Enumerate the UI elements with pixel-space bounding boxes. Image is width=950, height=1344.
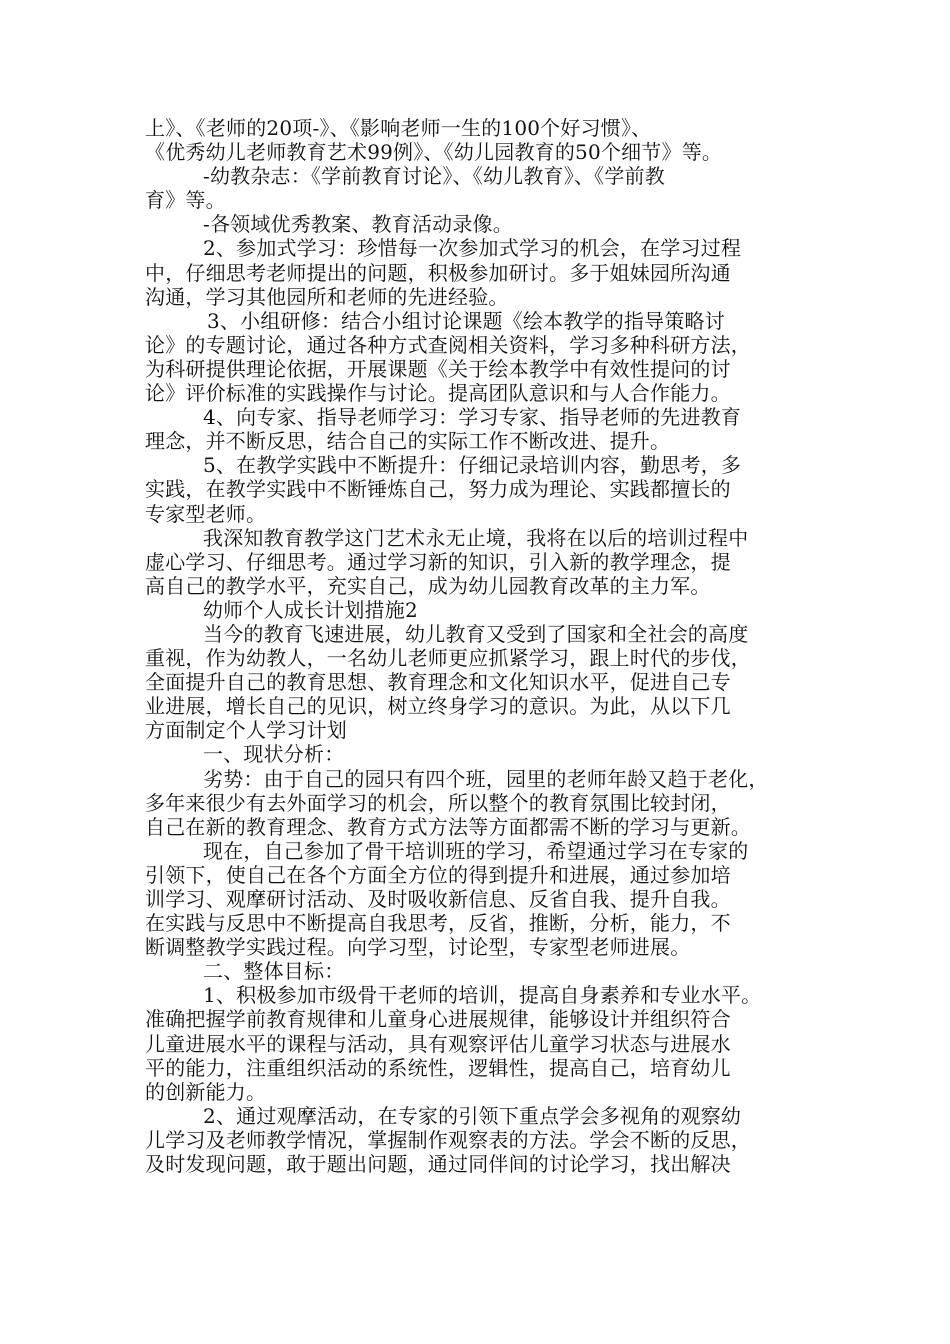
text-line: 方面制定个人学习计划	[145, 718, 347, 743]
text-line: 沟通，学习其他园所和老师的先进经验。	[145, 284, 509, 309]
text-line: 断调整教学实践过程。向学习型，讨论型，专家型老师进展。	[145, 935, 691, 960]
text-line: 在实践与反思中不断提高自我思考，反省，推断，分析，能力，不	[145, 911, 731, 936]
text-line: 训学习、观摩研讨活动、及时吸收新信息、反省自我、提升自我。	[145, 887, 731, 911]
text-line: 《优秀幼儿老师教育艺术99例》、《幼儿园教育的50个细节》等。	[145, 140, 723, 165]
text-line: 虚心学习、仔细思考。通过学习新的知识，引入新的教学理念，提	[145, 549, 731, 574]
text-line: 及时发现问题，敢于题出问题，通过同伴间的讨论学习，找出解决	[145, 1152, 731, 1177]
text-line: 业进展，增长自己的见识，树立终身学习的意识。为此，从以下几	[145, 694, 731, 719]
text-line: 论》评价标准的实践操作与讨论。提高团队意识和与人合作能力。	[145, 381, 731, 406]
text-line: 为科研提供理论依据，开展课题《关于绘本教学中有效性提问的讨	[145, 356, 731, 381]
text-line: 上》、《老师的20项-》、《影响老师一生的100个好习惯》、	[145, 116, 652, 140]
text-line: 我深知教育教学这门艺术永无止境，我将在以后的培训过程中	[203, 525, 749, 550]
text-line: 劣势：由于自己的园只有四个班，园里的老师年龄又趋于老化，	[203, 766, 769, 791]
text-line: 现在，自己参加了骨干培训班的学习，希望通过学习在专家的	[203, 838, 749, 863]
text-line: 高自己的教学水平，充实自己，成为幼儿园教育改革的主力军。	[145, 573, 711, 598]
text-line: 当今的教育飞速进展，幼儿教育又受到了国家和全社会的高度	[203, 621, 749, 646]
text-line: 中，仔细思考老师提出的问题，积极参加研讨。多于姐妹园所沟通	[145, 260, 731, 285]
text-line: 2、参加式学习：珍惜每一次参加式学习的机会，在学习过程	[203, 236, 742, 261]
text-line: 3、小组研修：结合小组讨论课题《绘本教学的指导策略讨	[207, 308, 725, 333]
text-line: 准确把握学前教育规律和儿童身心进展规律，能够设计并组织符合	[145, 1007, 731, 1032]
text-line: 1、积极参加市级骨干老师的培训，提高自身素养和专业水平。	[203, 983, 762, 1008]
document-body	[145, 116, 805, 1176]
text-line: 论》的专题讨论，通过各种方式查阅相关资料，学习多种科研方法，	[145, 332, 751, 357]
text-line: 实践，在教学实践中不断锤炼自己，努力成为理论、实践都擅长的	[145, 477, 731, 502]
text-line: 全面提升自己的教育思想、教育理念和文化知识水平，促进自己专	[145, 670, 731, 695]
text-line: 引领下，使自己在各个方面全方位的得到提升和进展，通过参加培	[145, 862, 731, 887]
text-line: 重视，作为幼教人，一名幼儿老师更应抓紧学习，跟上时代的步伐，	[145, 646, 751, 671]
text-line: 儿学习及老师教学情况，掌握制作观察表的方法。学会不断的反思，	[145, 1127, 751, 1152]
text-line: 的创新能力。	[145, 1079, 267, 1104]
text-line: 儿童进展水平的课程与活动，具有观察评估儿童学习状态与进展水	[145, 1031, 731, 1056]
text-line: 多年来很少有去外面学习的机会，所以整个的教育氛围比较封闭，	[145, 790, 731, 815]
text-line: 2、通过观摩活动，在专家的引领下重点学会多视角的观察幼	[203, 1103, 742, 1128]
text-line: 自己在新的教育理念、教育方式方法等方面都需不断的学习与更新。	[145, 814, 751, 839]
text-line: 专家型老师。	[145, 501, 267, 526]
text-line: -各领域优秀教案、教育活动录像。	[203, 212, 513, 237]
text-line: 平的能力，注重组织活动的系统性，逻辑性，提高自己，培育幼儿	[145, 1055, 731, 1080]
section-heading: 一、现状分析：	[203, 742, 345, 767]
text-line: 5、在教学实践中不断提升：仔细记录培训内容，勤思考，多	[203, 453, 742, 478]
text-line: 育》等。	[145, 188, 226, 213]
section-heading: 幼师个人成长计划措施2	[203, 597, 418, 622]
text-line: 理念，并不断反思，结合自己的实际工作不断改进、提升。	[145, 429, 671, 454]
text-line: 4、向专家、指导老师学习：学习专家、指导老师的先进教育	[203, 405, 742, 430]
section-heading: 二、整体目标：	[203, 959, 345, 984]
text-line: -幼教杂志：《学前教育讨论》、《幼儿教育》、《学前教	[203, 164, 665, 189]
